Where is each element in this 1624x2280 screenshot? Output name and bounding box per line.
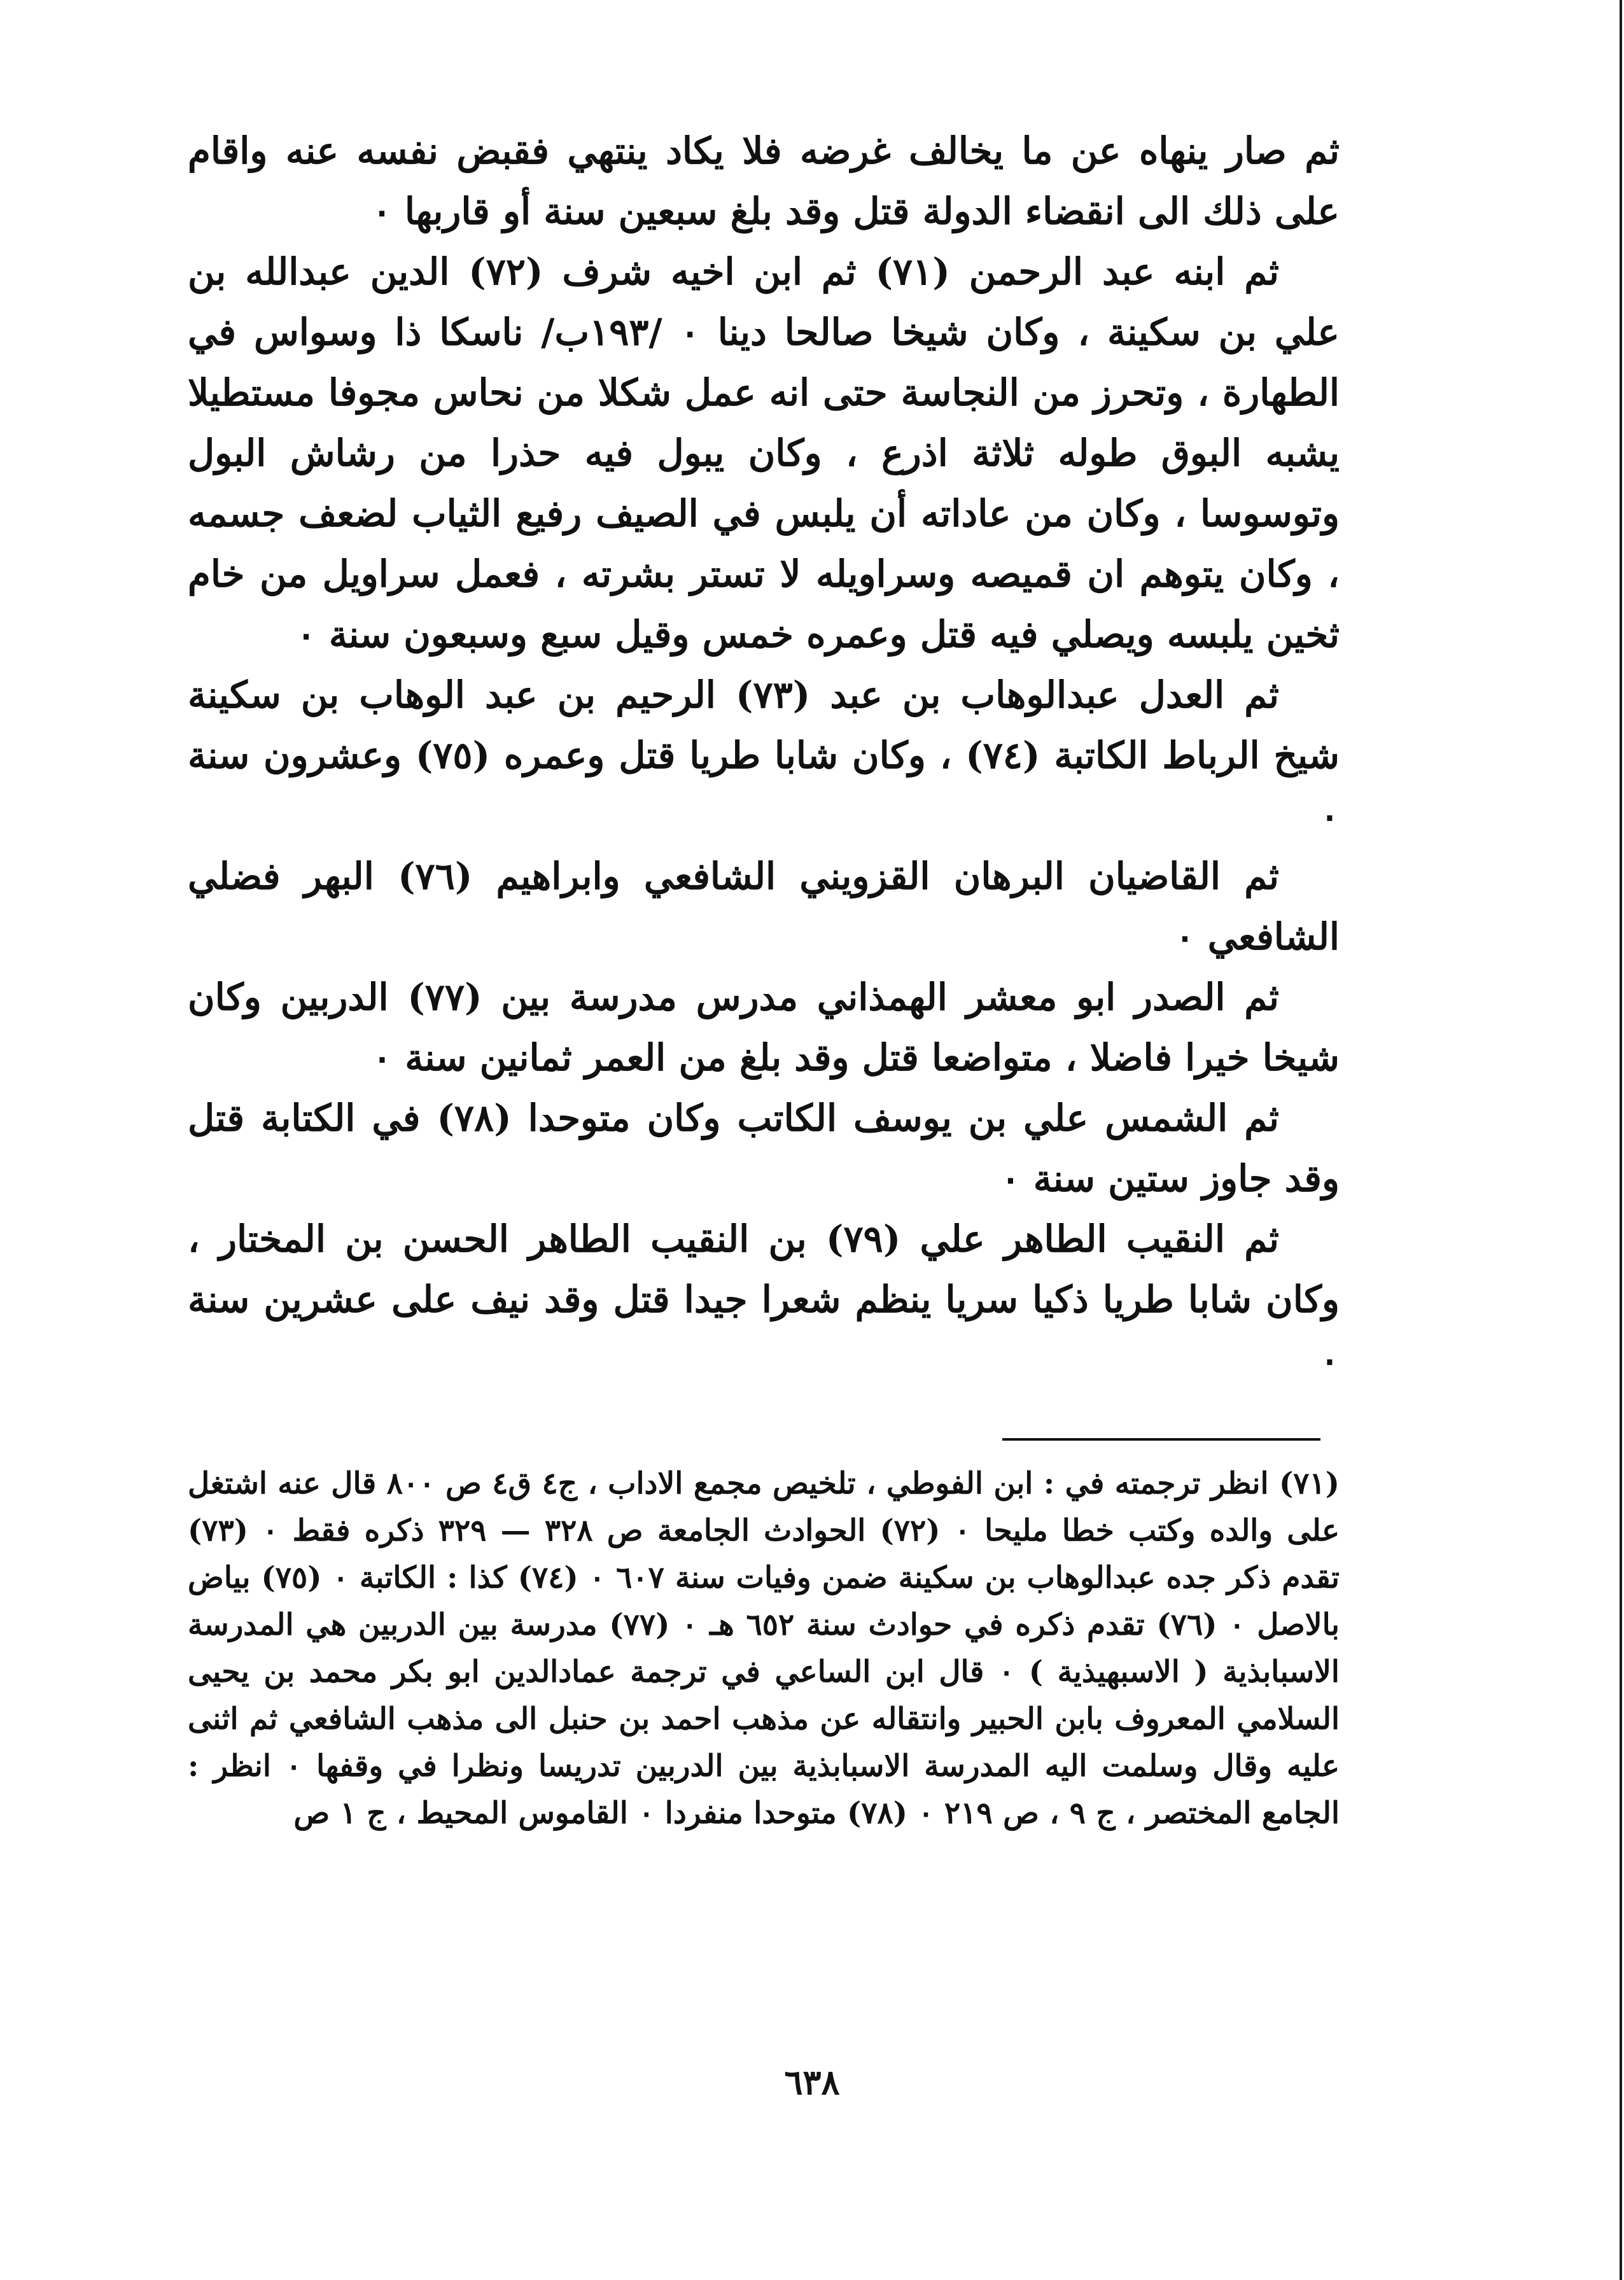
- page-edge-border: [1620, 0, 1622, 2280]
- page-number: ٦٣٨: [784, 2062, 840, 2102]
- footnotes-text: (٧١) انظر ترجمته في : ابن الفوطي ، تلخيص مجمع الاداب ، ج٤ ق٤ ص ٨٠٠ قال عنه اشتغل على والده وكتب خطا مليحا ٠ (٧٢) الحوادث الجامعة ص ٣٢٨ — ٣٢٩ ذكره فقط ٠ (٧٣) تقدم ذكر جده عبدالوهاب بن سكينة ضمن وفيات سنة ٦٠٧ ٠ (٧٤) كذا : الكاتبة ٠ (٧٥) بياض بالاصل ٠ (٧٦) تقدم ذكره في حوادث سنة ٦٥٢ هـ ٠ (٧٧) مدرسة بين الدربين هي المدرسة الاسبابذية ( الاسبهيذية ) ٠ قال ابن الساعي في ترجمة عمادالدين ابو بكر محمد بن يحيى السلامي المعروف بابن الحبير وانتقاله عن مذهب احمد بن حنبل الى مذهب الشافعي ثم اثنى عليه وقال وسلمت اليه المدرسة الاسبابذية بين الدربين تدريسا ونظرا في وقفها ٠ انظر : الجامع المختصر ، ج ٩ ، ص ٢١٩ ٠ (٧٨) متوحدا منفردا ٠ القاموس المحيط ، ج ١ ص: [188, 1466, 1340, 1831]
- paragraph-1: ثم صار ينهاه عن ما يخالف غرضه فلا يكاد ينتهي فقبض نفسه عنه واقام على ذلك الى انقضاء الدولة قتل وقد بلغ سبعين سنة أو قاربها ٠: [188, 129, 1340, 233]
- footnotes-section: [188, 1460, 1340, 1837]
- paragraph-3: ثم العدل عبدالوهاب بن عبد (٧٣) الرحيم بن عبد الوهاب بن سكينة شيخ الرباط الكاتبة (٧٤) ، وكان شابا طريا قتل وعمره (٧٥) وعشرون سنة ٠: [188, 673, 1340, 837]
- paragraph-4: ثم القاضيان البرهان القزويني الشافعي وابراهيم (٧٦) البهر فضلي الشافعي ٠: [188, 855, 1340, 958]
- footnote-separator: [1002, 1438, 1320, 1441]
- main-text-body: [188, 121, 1340, 1390]
- paragraph-6: ثم الشمس علي بن يوسف الكاتب وكان متوحدا (٧٨) في الكتابة قتل وقد جاوز ستين سنة ٠: [188, 1096, 1340, 1200]
- paragraph-5: ثم الصدر ابو معشر الهمذاني مدرس مدرسة بين (٧٧) الدربين وكان شيخا خيرا فاضلا ، متواضعا قتل وقد بلغ من العمر ثمانين سنة ٠: [188, 976, 1340, 1079]
- paragraph-7: ثم النقيب الطاهر علي (٧٩) بن النقيب الطاهر الحسن بن المختار ، وكان شابا طريا ذكيا سريا ينظم شعرا جيدا قتل وقد نيف على عشرين سنة ٠: [188, 1217, 1340, 1381]
- paragraph-2: ثم ابنه عبد الرحمن (٧١) ثم ابن اخيه شرف (٧٢) الدين عبدالله بن علي بن سكينة ، وكان شيخا صالحا دينا ٠ /١٩٣ب/ ناسكا ذا وسواس في الطهارة ، وتحرز من النجاسة حتى انه عمل شكلا من نحاس مجوفا مستطيلا يشبه البوق طوله ثلاثة اذرع ، وكان يبول فيه حذرا من رشاش البول وتوسوسا ، وكان من عاداته أن يلبس في الصيف رفيع الثياب لضعف جسمه ، وكان يتوهم ان قميصه وسراويله لا تستر بشرته ، فعمل سراويل من خام ثخين يلبسه ويصلي فيه قتل وعمره خمس وقيل سبع وسبعون سنة ٠: [188, 250, 1340, 656]
